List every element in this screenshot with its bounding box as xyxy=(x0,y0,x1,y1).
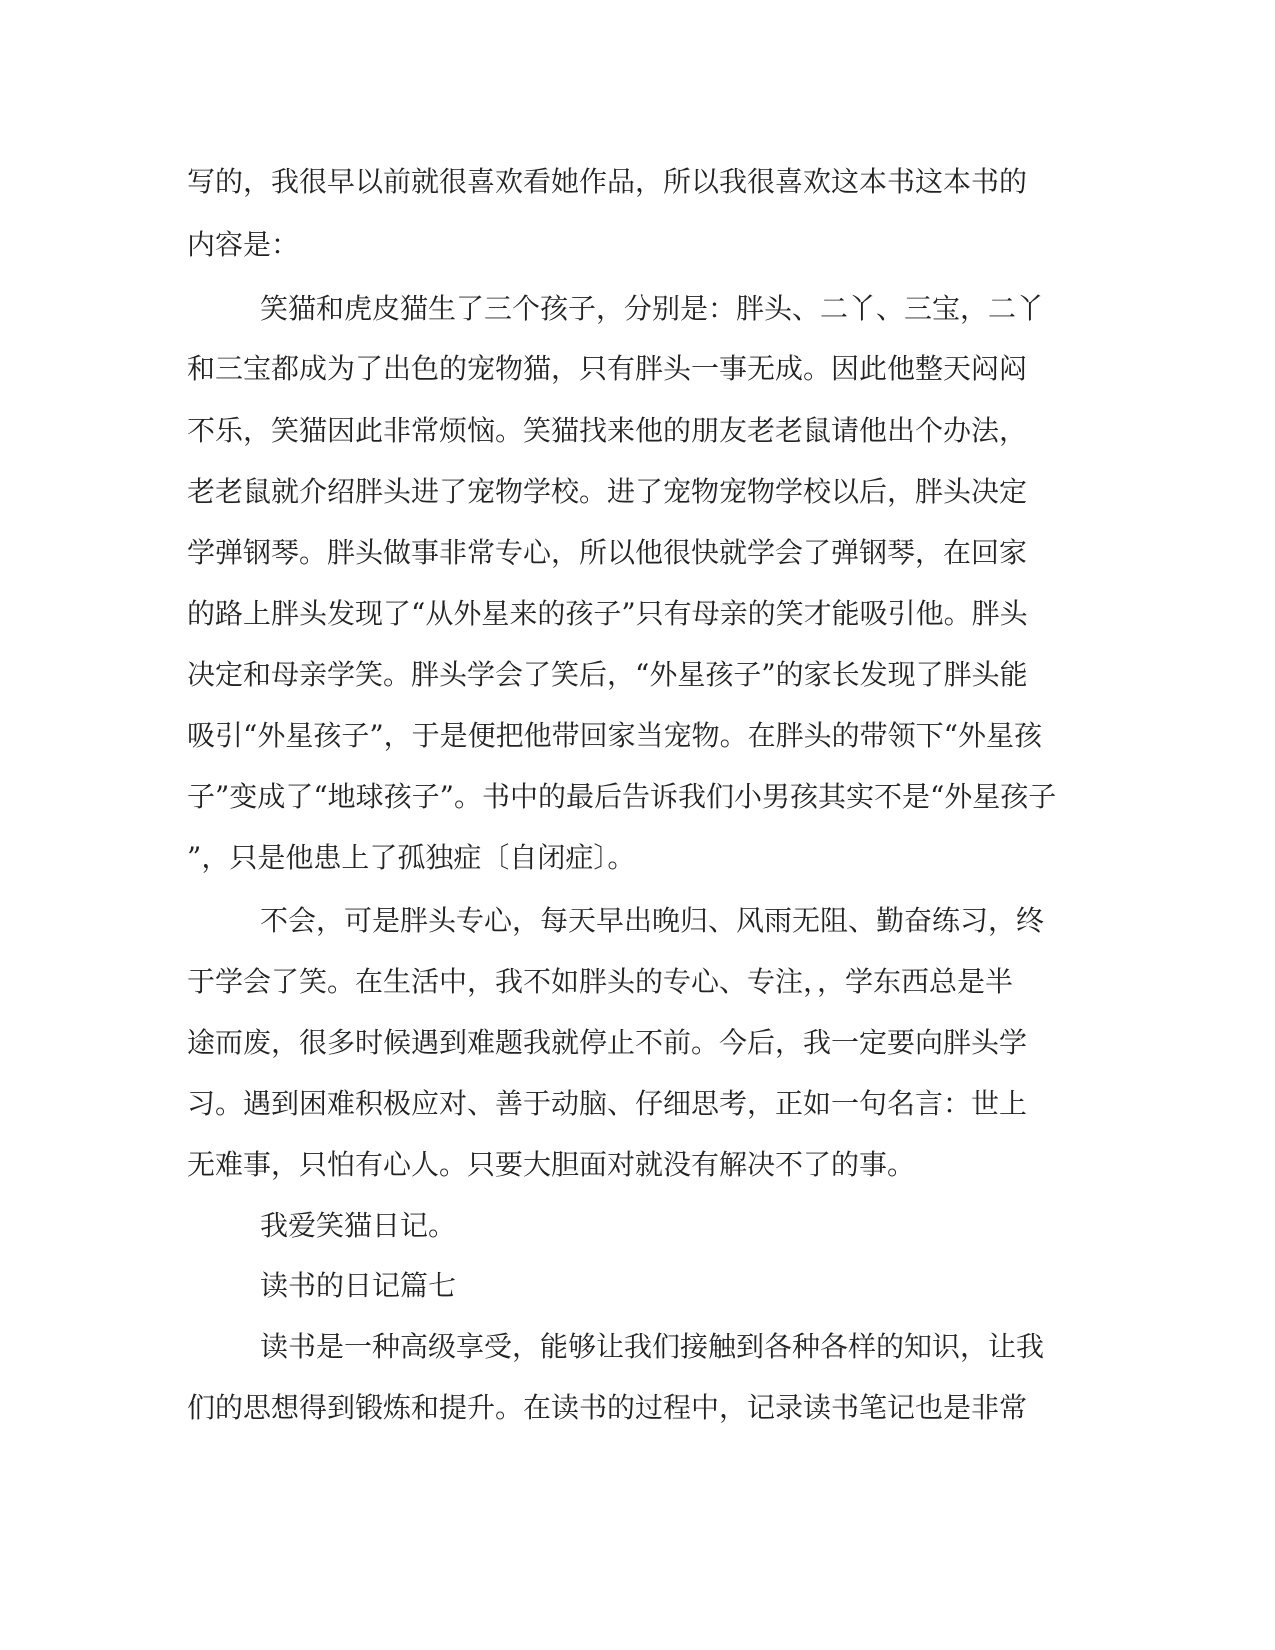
text-line: 无难事，只怕有心人。只要大胆面对就没有解决不了的事。 xyxy=(187,1148,916,1181)
text-line: 内容是： xyxy=(187,228,300,261)
text-line: 于学会了笑。在生活中，我不如胖头的专心、专注，，学东西总是半 xyxy=(187,965,1014,998)
text-line: 不乐，笑猫因此非常烦恼。笑猫找来他的朋友老老鼠请他出个办法， xyxy=(187,414,1028,447)
text-line: 吸引“外星孩子”，于是便把他带回家当宠物。在胖头的带领下“外星孩 xyxy=(187,719,1042,752)
text-line: 写的，我很早以前就很喜欢看她作品，所以我很喜欢这本书这本书的 xyxy=(187,165,1028,198)
text-line: ”，只是他患上了孤独症〔自闭症〕。 xyxy=(187,841,636,874)
text-line: 子”变成了“地球孩子”。书中的最后告诉我们小男孩其实不是“外星孩子 xyxy=(187,780,1057,813)
text-line: 的路上胖头发现了“从外星来的孩子”只有母亲的笑才能吸引他。胖头 xyxy=(187,597,1028,630)
text-line: 不会，可是胖头专心，每天早出晚归、风雨无阻、勤奋练习，终 xyxy=(260,904,1045,937)
text-line: 我爱笑猫日记。 xyxy=(260,1209,457,1242)
text-line: 学弹钢琴。胖头做事非常专心，所以他很快就学会了弹钢琴，在回家 xyxy=(187,536,1028,569)
section-heading: 读书的日记篇七 xyxy=(260,1269,457,1302)
text-line: 途而废，很多时候遇到难题我就停止不前。今后，我一定要向胖头学 xyxy=(187,1026,1028,1059)
text-line: 和三宝都成为了出色的宠物猫，只有胖头一事无成。因此他整天闷闷 xyxy=(187,352,1028,385)
text-line: 读书是一种高级享受，能够让我们接触到各种各样的知识，让我 xyxy=(260,1330,1045,1363)
text-line: 们的思想得到锻炼和提升。在读书的过程中，记录读书笔记也是非常 xyxy=(187,1391,1028,1424)
text-line: 笑猫和虎皮猫生了三个孩子，分别是：胖头、二丫、三宝，二丫 xyxy=(260,292,1045,325)
text-line: 老老鼠就介绍胖头进了宠物学校。进了宠物宠物学校以后，胖头决定 xyxy=(187,475,1028,508)
text-line: 决定和母亲学笑。胖头学会了笑后，“外星孩子”的家长发现了胖头能 xyxy=(187,658,1028,691)
text-line: 习。遇到困难积极应对、善于动脑、仔细思考，正如一句名言：世上 xyxy=(187,1087,1028,1120)
